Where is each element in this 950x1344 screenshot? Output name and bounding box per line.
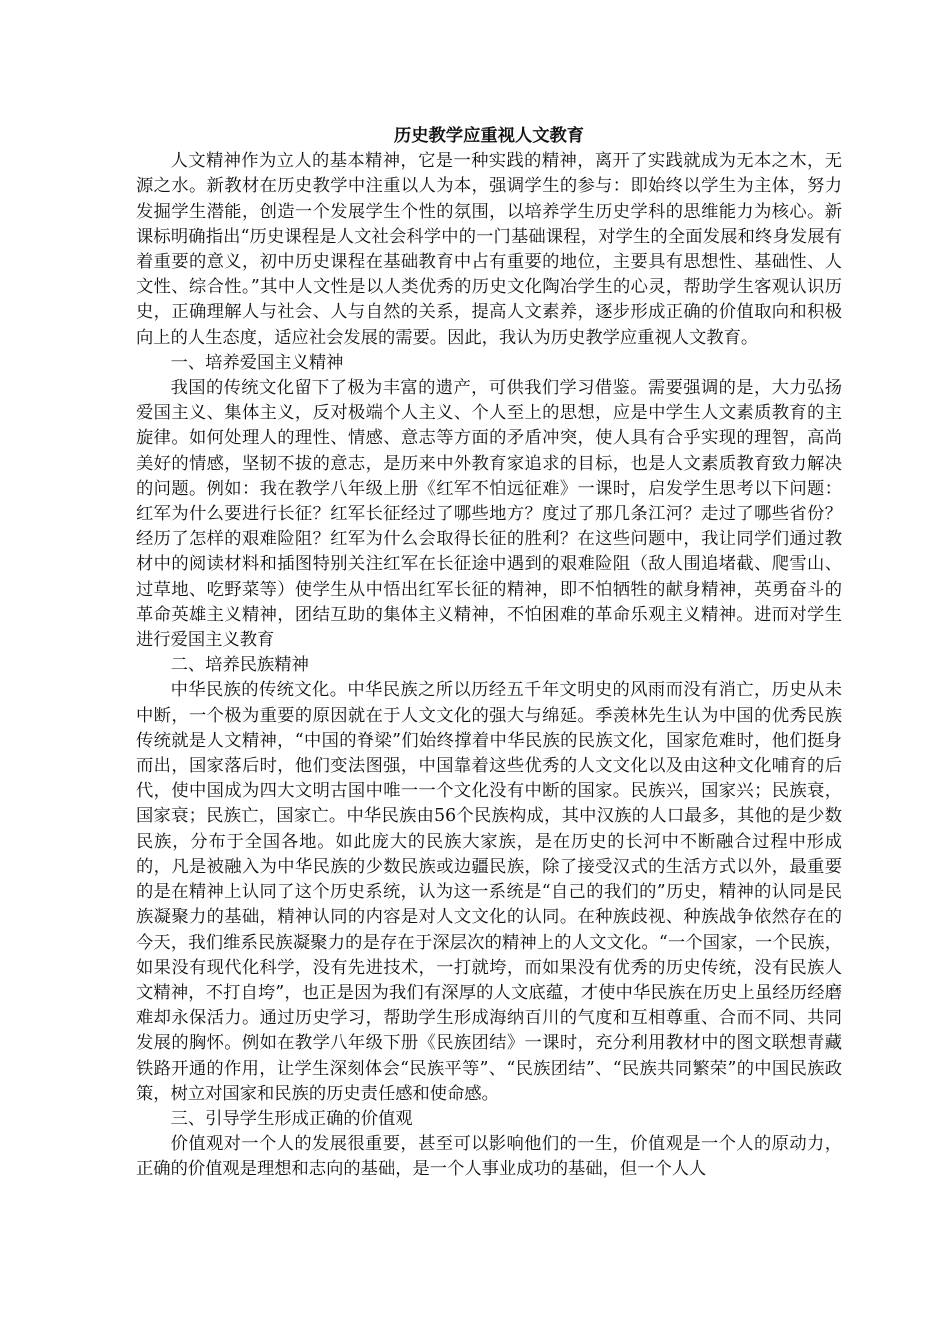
section-3-paragraph: 价值观对一个人的发展很重要，甚至可以影响他们的一生，价值观是一个人的原动力，正确的价值观是理想和志向的基础，是一个人事业成功的基础，但一个人人 <box>136 1134 842 1180</box>
document-title: 历史教学应重视人文教育 <box>393 126 585 146</box>
section-2-paragraph: 中华民族的传统文化。中华民族之所以历经五千年文明史的风雨而没有消亡，历史从未中断，一个极为重要的原因就在于人文文化的强大与绵延。季羡林先生认为中国的优秀民族传统就是人文精神，“中国的脊梁”们始终撑着中华民族的民族文化，国家危难时，他们挺身而出，国家落后时，他们变法图强，中国靠着这些优秀的人文文化以及由这种文化哺育的后代，使中国成为四大文明古国中唯一一个文化没有中断的国家。民族兴，国家兴；民族衰，国家衰；民族亡，国家亡。中华民族由56个民族构成，其中汉族的人口最多，其他的是少数民族，分布于全国各地。如此庞大的民族大家族，是在历史的长河中不断融合过程中形成的，凡是被融入为中华民族的少数民族或边疆民族，除了接受汉式的生活方式以外，最重要的是在精神上认同了这个历史系统，认为这一系统是“自己的我们的”历史，精神的认同是民族凝聚力的基础，精神认同的内容是对人文文化的认同。在种族歧视、种族战争依然存在的今天，我们维系民族凝聚力的是存在于深层次的精神上的人文文化。“一个国家，一个民族，如果没有现代化科学，没有先进技术，一打就垮，而如果没有优秀的历史传统，没有民族人文精神，不打自垮”，也正是因为我们有深厚的人文底蕴，才使中华民族在历史上虽经历经磨难却永保活力。通过历史学习，帮助学生形成海纳百川的气度和互相尊重、合而不同、共同发展的胸怀。例如在教学八年级下册《民族团结》一课时，充分利用教材中的图文联想青藏铁路开通的作用，让学生深刻体会“民族平等”、“民族团结”、“民族共同繁荣”的中国民族政策，树立对国家和民族的历史责任感和使命感。 <box>136 680 842 1104</box>
section-2-heading: 二、培养民族精神 <box>170 655 309 676</box>
section-3-heading: 三、引导学生形成正确的价值观 <box>170 1108 413 1129</box>
section-1-paragraph: 我国的传统文化留下了极为丰富的遗产，可供我们学习借鉴。需要强调的是，大力弘扬爱国主义、集体主义，反对极端个人主义、个人至上的思想，应是中学生人文素质教育的主旋律。如何处理人的理性、情感、意志等方面的矛盾冲突，使人具有合乎实现的理智，高尚美好的情感，坚韧不拔的意志，是历来中外教育家追求的目标，也是人文素质教育致力解决的问题。例如：我在教学八年级上册《红军不怕远征难》一课时，启发学生思考以下问题：红军为什么要进行长征？红军长征经过了哪些地方？度过了那几条江河？走过了哪些省份？经历了怎样的艰难险阻？红军为什么会取得长征的胜利？在这些问题中，我让同学们通过教材中的阅读材料和插图特别关注红军在长征途中遇到的艰难险阻（敌人围追堵截、爬雪山、过草地、吃野菜等）使学生从中悟出红军长征的精神，即不怕牺牲的献身精神，英勇奋斗的革命英雄主义精神，团结互助的集体主义精神，不怕困难的革命乐观主义精神。进而对学生进行爱国主义教育 <box>136 378 842 651</box>
document-page <box>136 124 842 1183</box>
section-1-heading: 一、培养爱国主义精神 <box>170 352 344 373</box>
intro-paragraph: 人文精神作为立人的基本精神，它是一种实践的精神，离开了实践就成为无本之木，无源之水。新教材在历史教学中注重以人为本，强调学生的参与：即始终以学生为主体，努力发掘学生潜能，创造一个发展学生个性的氛围，以培养学生历史学科的思维能力为核心。新课标明确指出“历史课程是人文社会科学中的一门基础课程，对学生的全面发展和终身发展有着重要的意义，初中历史课程在基础教育中占有重要的地位，主要具有思想性、基础性、人文性、综合性。”其中人文性是以人类优秀的历史文化陶冶学生的心灵，帮助学生客观认识历史，正确理解人与社会、人与自然的关系，提高人文素养，逐步形成正确的价值取向和积极向上的人生态度，适应社会发展的需要。因此，我认为历史教学应重视人文教育。 <box>136 151 842 348</box>
